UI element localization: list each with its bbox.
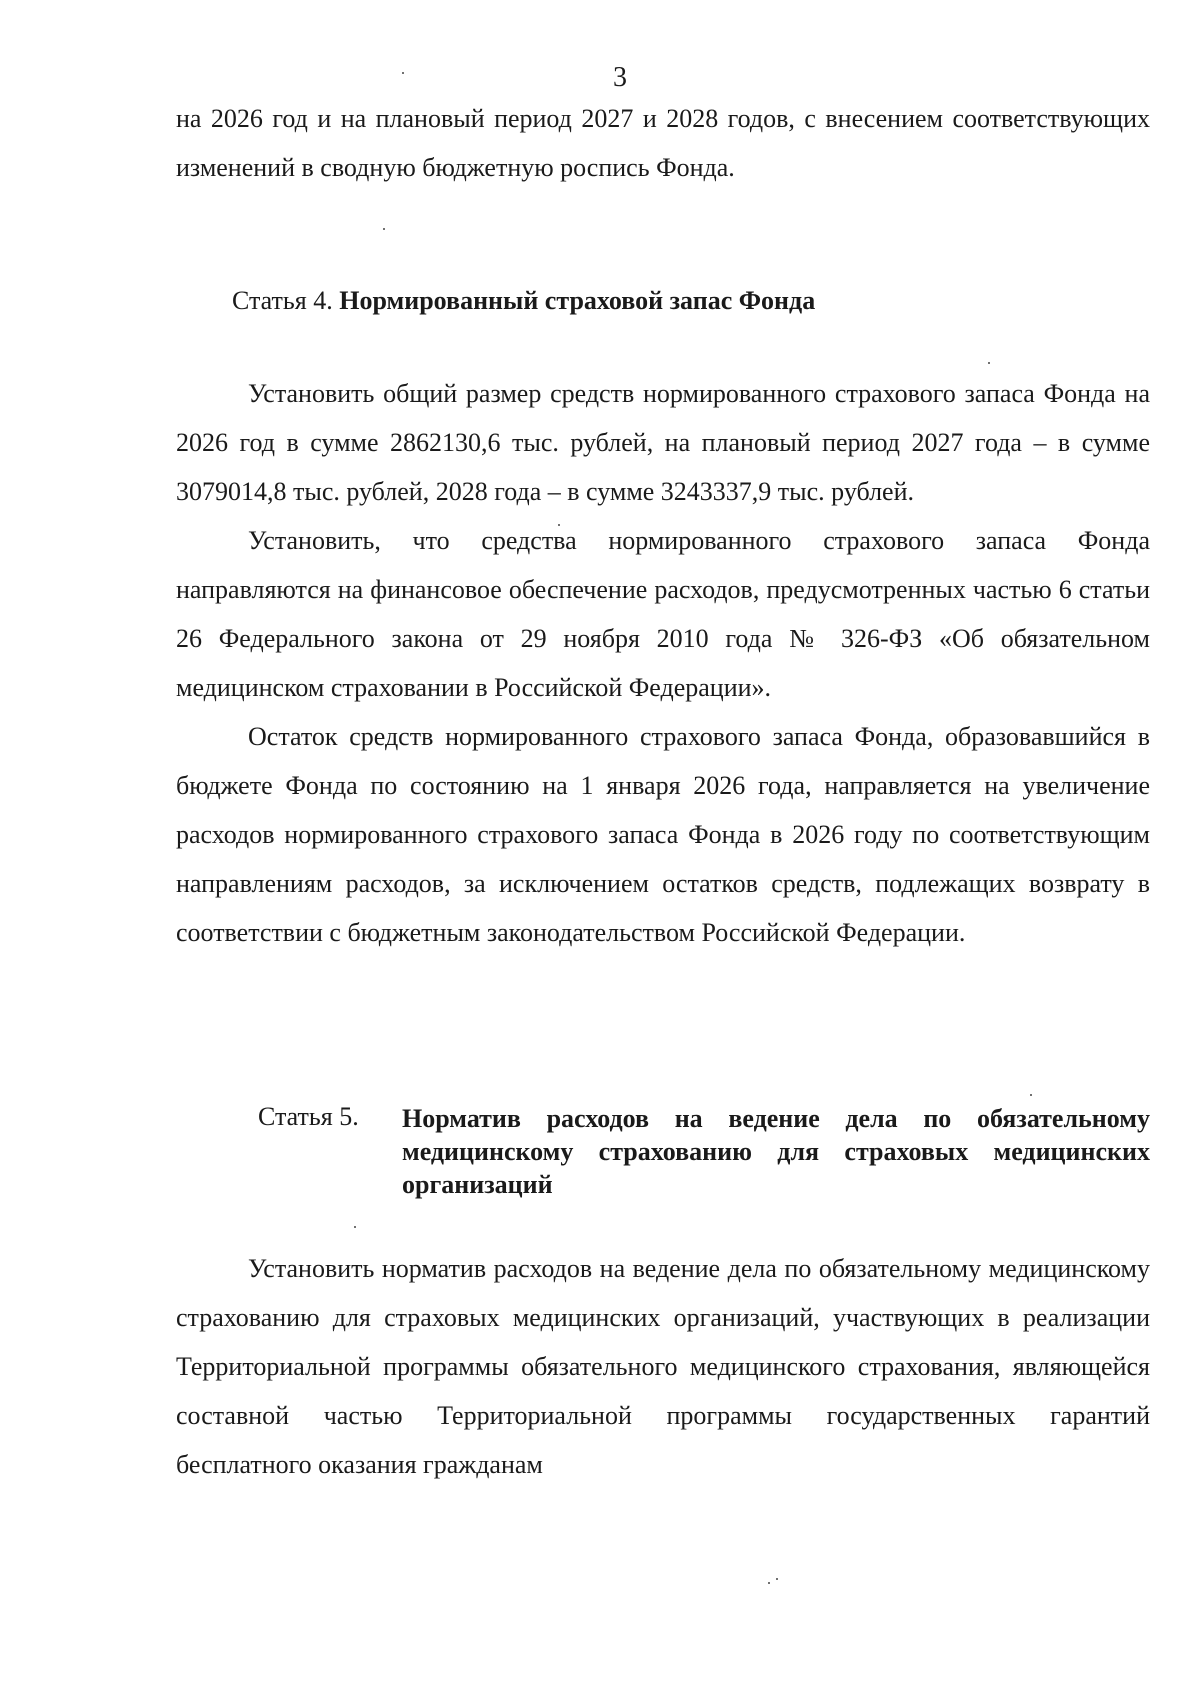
article4-heading (176, 286, 1150, 316)
scan-speck (988, 362, 990, 364)
page-number: 3 (613, 62, 627, 93)
article4-paragraph-3: Остаток средств нормированного страхового запаса Фонда, образовавшийся в бюджете Фонда по состоянию на 1 января 2026 года, направляется на увеличение расходов нормированного страхового запаса Фонда в 2026 году по соответствующим направлениям расходов, за исключением остатков средств, подлежащих возврату в соответствии с бюджетным законодательством Российской Федерации. (176, 722, 1150, 947)
intro-paragraph: на 2026 год и на плановый период 2027 и 2028 годов, с внесением соответствующих изменений в сводную бюджетную роспись Фонда. (176, 104, 1150, 182)
scan-speck (1030, 1094, 1032, 1096)
scan-speck (402, 72, 404, 74)
article4-body (176, 369, 1150, 957)
article4-label: Статья 4. (232, 286, 333, 315)
scan-speck (383, 228, 385, 230)
scan-speck (768, 1582, 770, 1584)
scan-speck (558, 524, 560, 526)
article5-body (176, 1244, 1150, 1489)
article5-label: Статья 5. (258, 1102, 359, 1131)
article4-paragraph-1: Установить общий размер средств нормированного страхового запаса Фонда на 2026 год в сумме 2862130,6 тыс. рублей, на плановый период 2027 года – в сумме 3079014,8 тыс. рублей, 2028 года – в сумме 3243337,9 тыс. рублей. (176, 379, 1150, 506)
article5-paragraph-1: Установить норматив расходов на ведение дела по обязательному медицинскому страхованию для страховых медицинских организаций, участвующих в реализации Территориальной программы обязательного медицинского страхования, являющейся составной частью Территориальной программы государственных гарантий бесплатного оказания гражданам (176, 1254, 1150, 1479)
article4-paragraph-2: Установить, что средства нормированного страхового запаса Фонда направляются на финансовое обеспечение расходов, предусмотренных частью 6 статьи 26 Федерального закона от 29 ноября 2010 года № 326-ФЗ «Об обязательном медицинском страховании в Российской Федерации». (176, 526, 1150, 702)
article4-title: Нормированный страховой запас Фонда (339, 286, 816, 315)
scan-speck (354, 1226, 356, 1228)
intro-block (176, 94, 1150, 192)
article5-heading (176, 1102, 1150, 1201)
article5-title: Норматив расходов на ведение дела по обязательному медицинскому страхованию для страховых медицинских организаций (402, 1104, 1150, 1199)
scan-speck (776, 1578, 778, 1580)
